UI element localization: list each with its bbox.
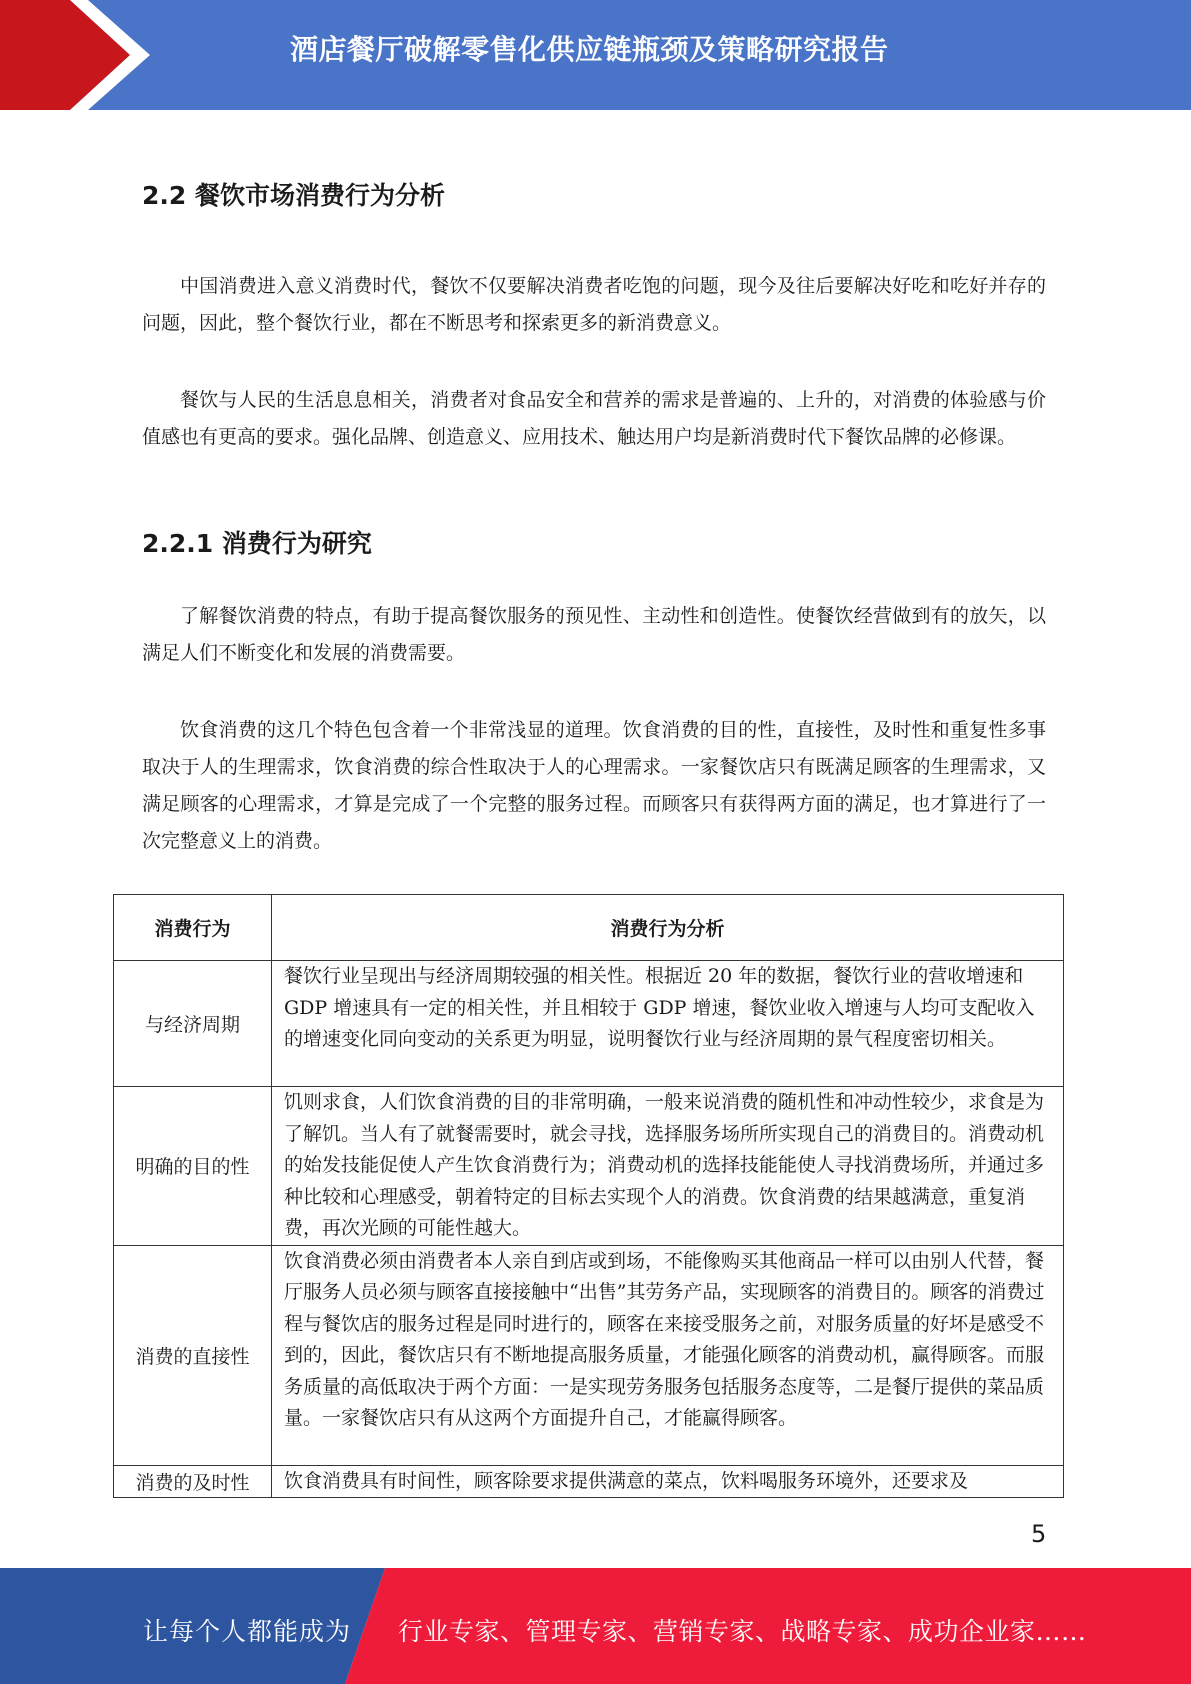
column-header-behavior: 消费行为 xyxy=(114,895,272,961)
page-header xyxy=(0,0,1191,110)
subsection-paragraph-2: 饮食消费的这几个特色包含着一个非常浅显的道理。饮食消费的目的性，直接性，及时性和重复性多事取决于人的生理需求，饮食消费的综合性取决于人的心理需求。一家餐饮店只有既满足顾客的生理需求，又满足顾客的心理需求，才算是完成了一个完整的服务过程。而顾客只有获得两方面的满足，也才算进行了一次完整意义上的消费。 xyxy=(142,719,1046,852)
behavior-cell: 消费的及时性 xyxy=(114,1465,272,1498)
analysis-cell: 饮食消费具有时间性，顾客除要求提供满意的菜点，饮料喝服务环境外，还要求及 xyxy=(272,1465,1064,1498)
table-row xyxy=(114,1087,1064,1246)
section-heading: 2.2 餐饮市场消费行为分析 xyxy=(142,181,445,210)
footer-slogan-left: 让每个人都能成为 xyxy=(143,1617,352,1646)
subsection-heading: 2.2.1 消费行为研究 xyxy=(142,529,372,558)
page-footer xyxy=(0,1568,1191,1684)
page-number: 5 xyxy=(1031,1520,1047,1548)
analysis-cell: 餐饮行业呈现出与经济周期较强的相关性。根据近 20 年的数据，餐饮行业的营收增速和 GDP 增速具有一定的相关性，并且相较于 GDP 增速，餐饮业收入增速与人均可支配收入的增速变化同向变动的关系更为明显，说明餐饮行业与经济周期的景气程度密切相关。 xyxy=(272,961,1064,1087)
subsection-paragraph-1: 了解餐饮消费的特点，有助于提高餐饮服务的预见性、主动性和创造性。使餐饮经营做到有的放矢，以满足人们不断变化和发展的消费需要。 xyxy=(142,605,1046,664)
table-row xyxy=(114,1245,1064,1465)
analysis-cell: 饥则求食，人们饮食消费的目的非常明确，一般来说消费的随机性和冲动性较少，求食是为了解饥。当人有了就餐需要时，就会寻找，选择服务场所所实现自己的消费目的。消费动机的始发技能促使人产生饮食消费行为；消费动机的选择技能能使人寻找消费场所，并通过多种比较和心理感受，朝着特定的目标去实现个人的消费。饮食消费的结果越满意，重复消费，再次光顾的可能性越大。 xyxy=(272,1087,1064,1246)
analysis-cell: 饮食消费必须由消费者本人亲自到店或到场，不能像购买其他商品一样可以由别人代替，餐厅服务人员必须与顾客直接接触中“出售”其劳务产品，实现顾客的消费目的。顾客的消费过程与餐饮店的服务过程是同时进行的，顾客在来接受服务之前，对服务质量的好坏是感受不到的，因此，餐饮店只有不断地提高服务质量，才能强化顾客的消费动机，赢得顾客。而服务质量的高低取决于两个方面：一是实现劳务服务包括服务态度等，二是餐厅提供的菜品质量。一家餐饮店只有从这两个方面提升自己，才能赢得顾客。 xyxy=(272,1245,1064,1465)
footer-slogan-right: 行业专家、管理专家、营销专家、战略专家、成功企业家…… xyxy=(398,1617,1087,1646)
table-row xyxy=(114,961,1064,1087)
table-row xyxy=(114,1465,1064,1498)
consumer-behavior-table xyxy=(113,894,1064,1498)
behavior-cell: 明确的目的性 xyxy=(114,1087,272,1246)
report-title: 酒店餐厅破解零售化供应链瓶颈及策略研究报告 xyxy=(290,33,889,66)
section-paragraph-1: 中国消费进入意义消费时代，餐饮不仅要解决消费者吃饱的问题，现今及往后要解决好吃和吃好并存的问题，因此，整个餐饮行业，都在不断思考和探索更多的新消费意义。 xyxy=(142,275,1046,334)
table-header-row xyxy=(114,895,1064,961)
behavior-cell: 与经济周期 xyxy=(114,961,272,1087)
column-header-analysis: 消费行为分析 xyxy=(272,895,1064,961)
section-paragraph-2: 餐饮与人民的生活息息相关，消费者对食品安全和营养的需求是普遍的、上升的，对消费的体验感与价值感也有更高的要求。强化品牌、创造意义、应用技术、触达用户均是新消费时代下餐饮品牌的必修课。 xyxy=(142,389,1046,448)
behavior-cell: 消费的直接性 xyxy=(114,1245,272,1465)
